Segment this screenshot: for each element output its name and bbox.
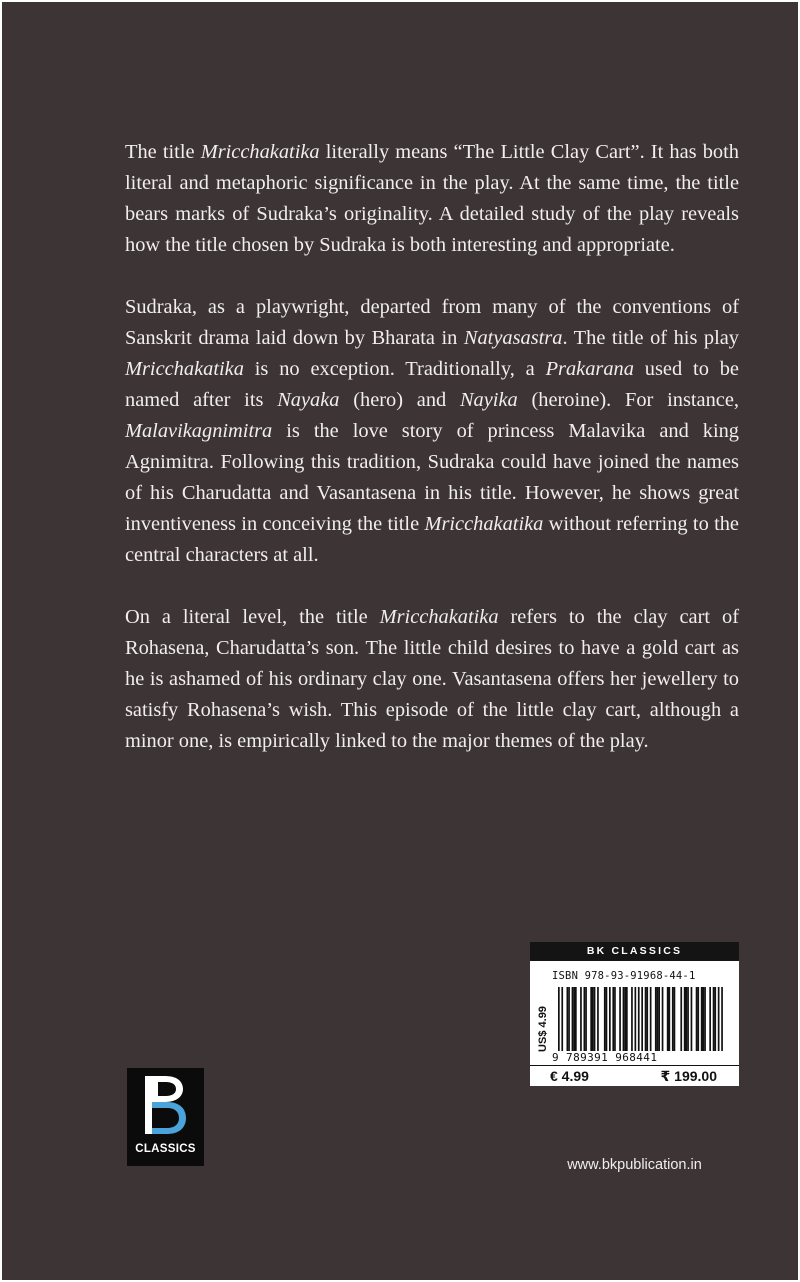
barcode-panel bbox=[530, 961, 739, 1086]
barcode-bar bbox=[561, 987, 563, 1051]
barcode-bar bbox=[592, 987, 594, 1051]
logo-lower-bowl bbox=[152, 1102, 186, 1134]
logo-stem bbox=[145, 1076, 152, 1134]
barcode-block bbox=[530, 942, 739, 1086]
barcode-bar bbox=[669, 987, 671, 1051]
inr-price: ₹ 199.00 bbox=[660, 1068, 717, 1084]
italic-title: Mricchakatika bbox=[424, 513, 544, 535]
text-run: is no exception. Traditionally, a bbox=[243, 358, 546, 380]
barcode-bar bbox=[584, 987, 586, 1051]
us-price: US$ 4.99 bbox=[537, 1006, 549, 1052]
barcode-bar bbox=[672, 987, 674, 1051]
barcode-bar bbox=[635, 987, 637, 1051]
divider bbox=[530, 1065, 739, 1066]
italic-term: Nayika bbox=[459, 389, 518, 411]
barcode-bar bbox=[623, 987, 625, 1051]
barcode-bar bbox=[714, 987, 716, 1051]
barcode-bar bbox=[718, 987, 720, 1051]
barcode-bar bbox=[580, 987, 582, 1051]
text-run: The title bbox=[125, 141, 201, 163]
us-price-container bbox=[536, 1001, 550, 1057]
barcode-bar bbox=[638, 987, 640, 1051]
text-run: Sudraka, as a playwright, departed from many of the conventions of Sanskrit drama laid down by Bharata in bbox=[125, 296, 739, 349]
barcode-bar bbox=[567, 987, 569, 1051]
barcode-bar bbox=[614, 987, 616, 1051]
barcode-icon bbox=[558, 987, 728, 1051]
barcode-bar bbox=[606, 987, 608, 1051]
barcode-bar bbox=[696, 987, 698, 1051]
barcode-bar bbox=[650, 987, 652, 1051]
logo-text: CLASSICS bbox=[135, 1143, 196, 1155]
text-run: is the love story of princess Malavika and king Agnimitra. Following this tradition, Sudraka could have joined the names of his Charudatta and Vasantasena in his title. However, he shows great inventiveness in conceiving the title bbox=[125, 420, 739, 535]
isbn-text: ISBN 978-93-91968-44-1 bbox=[552, 970, 696, 982]
barcode-bar bbox=[684, 987, 686, 1051]
blurb-text bbox=[125, 137, 739, 788]
text-run: literally means “The Little Clay Cart”. It has both literal and metaphoric significance in the play. At the same time, the title bears marks of Sudraka’s originality. A detailed study of the play reveals how the title chosen by Sudraka is both interesting and appropriate. bbox=[125, 141, 739, 256]
barcode-bar bbox=[657, 987, 659, 1051]
barcode-bar bbox=[604, 987, 606, 1051]
text-run: used to be named after its bbox=[125, 358, 739, 411]
barcode-bar bbox=[655, 987, 657, 1051]
barcode-bar bbox=[709, 987, 711, 1051]
barcode-bar bbox=[704, 987, 706, 1051]
barcode-bar bbox=[631, 987, 633, 1051]
barcode-bar bbox=[612, 987, 614, 1051]
logo-upper-bowl bbox=[152, 1076, 183, 1102]
barcode-bar bbox=[568, 987, 570, 1051]
barcode-bar bbox=[667, 987, 669, 1051]
italic-title: Mricchakatika bbox=[379, 606, 499, 628]
text-run: without referring to the central characters at all. bbox=[125, 513, 739, 566]
italic-title: Mricchakatika bbox=[125, 358, 244, 380]
text-run: (heroine). For instance, bbox=[517, 389, 739, 411]
barcode-bar bbox=[558, 987, 560, 1051]
text-run: . The title of his play bbox=[562, 327, 739, 349]
barcode-bar bbox=[721, 987, 723, 1051]
blurb-paragraph-2 bbox=[125, 292, 739, 571]
barcode-bar bbox=[609, 987, 611, 1051]
barcode-bar bbox=[687, 987, 689, 1051]
barcode-bar bbox=[575, 987, 577, 1051]
text-run: (hero) and bbox=[339, 389, 460, 411]
barcode-bar bbox=[585, 987, 587, 1051]
barcode-bar bbox=[641, 987, 643, 1051]
barcode-bar bbox=[626, 987, 628, 1051]
barcode-bar bbox=[674, 987, 676, 1051]
barcode-digits: 9 789391 968441 bbox=[552, 1051, 658, 1064]
barcode-bar bbox=[645, 987, 647, 1051]
italic-term: Nayaka bbox=[277, 389, 340, 411]
barcode-bar bbox=[697, 987, 699, 1051]
barcode-bar bbox=[686, 987, 688, 1051]
italic-term: Prakarana bbox=[545, 358, 634, 380]
barcode-bar bbox=[594, 987, 596, 1051]
blurb-paragraph-1 bbox=[125, 137, 739, 261]
bk-logo-icon bbox=[127, 1068, 204, 1143]
barcode-bar bbox=[597, 987, 599, 1051]
blurb-paragraph-3 bbox=[125, 602, 739, 757]
barcode-bar bbox=[573, 987, 575, 1051]
barcode-bar bbox=[590, 987, 592, 1051]
euro-price: € 4.99 bbox=[550, 1068, 589, 1084]
barcode-bar bbox=[691, 987, 693, 1051]
barcode-bar bbox=[646, 987, 648, 1051]
publisher-logo bbox=[127, 1068, 204, 1166]
website-url: www.bkpublication.in bbox=[567, 1157, 702, 1173]
barcode-bar bbox=[713, 987, 715, 1051]
italic-term: Natyasastra bbox=[463, 327, 563, 349]
barcode-bar bbox=[572, 987, 574, 1051]
barcode-bar bbox=[703, 987, 705, 1051]
barcode-bar bbox=[701, 987, 703, 1051]
barcode-bar bbox=[624, 987, 626, 1051]
barcode-bar bbox=[658, 987, 660, 1051]
italic-title: Malavikagnimitra bbox=[125, 420, 273, 442]
italic-title: Mricchakatika bbox=[200, 141, 320, 163]
back-cover bbox=[2, 2, 798, 1280]
barcode-bar bbox=[680, 987, 682, 1051]
barcode-bar bbox=[662, 987, 664, 1051]
barcode-bar bbox=[619, 987, 621, 1051]
barcode-header: BK CLASSICS bbox=[530, 942, 739, 961]
text-run: On a literal level, the title bbox=[125, 606, 380, 628]
text-run: refers to the clay cart of Rohasena, Charudatta’s son. The little child desires to have a gold cart as he is ashamed of his ordinary clay one. Vasantasena offers her jewellery to satisfy Rohasena’s wish. This episode of the little clay cart, although a minor one, is empirically linked to the major themes of the play. bbox=[125, 606, 739, 752]
